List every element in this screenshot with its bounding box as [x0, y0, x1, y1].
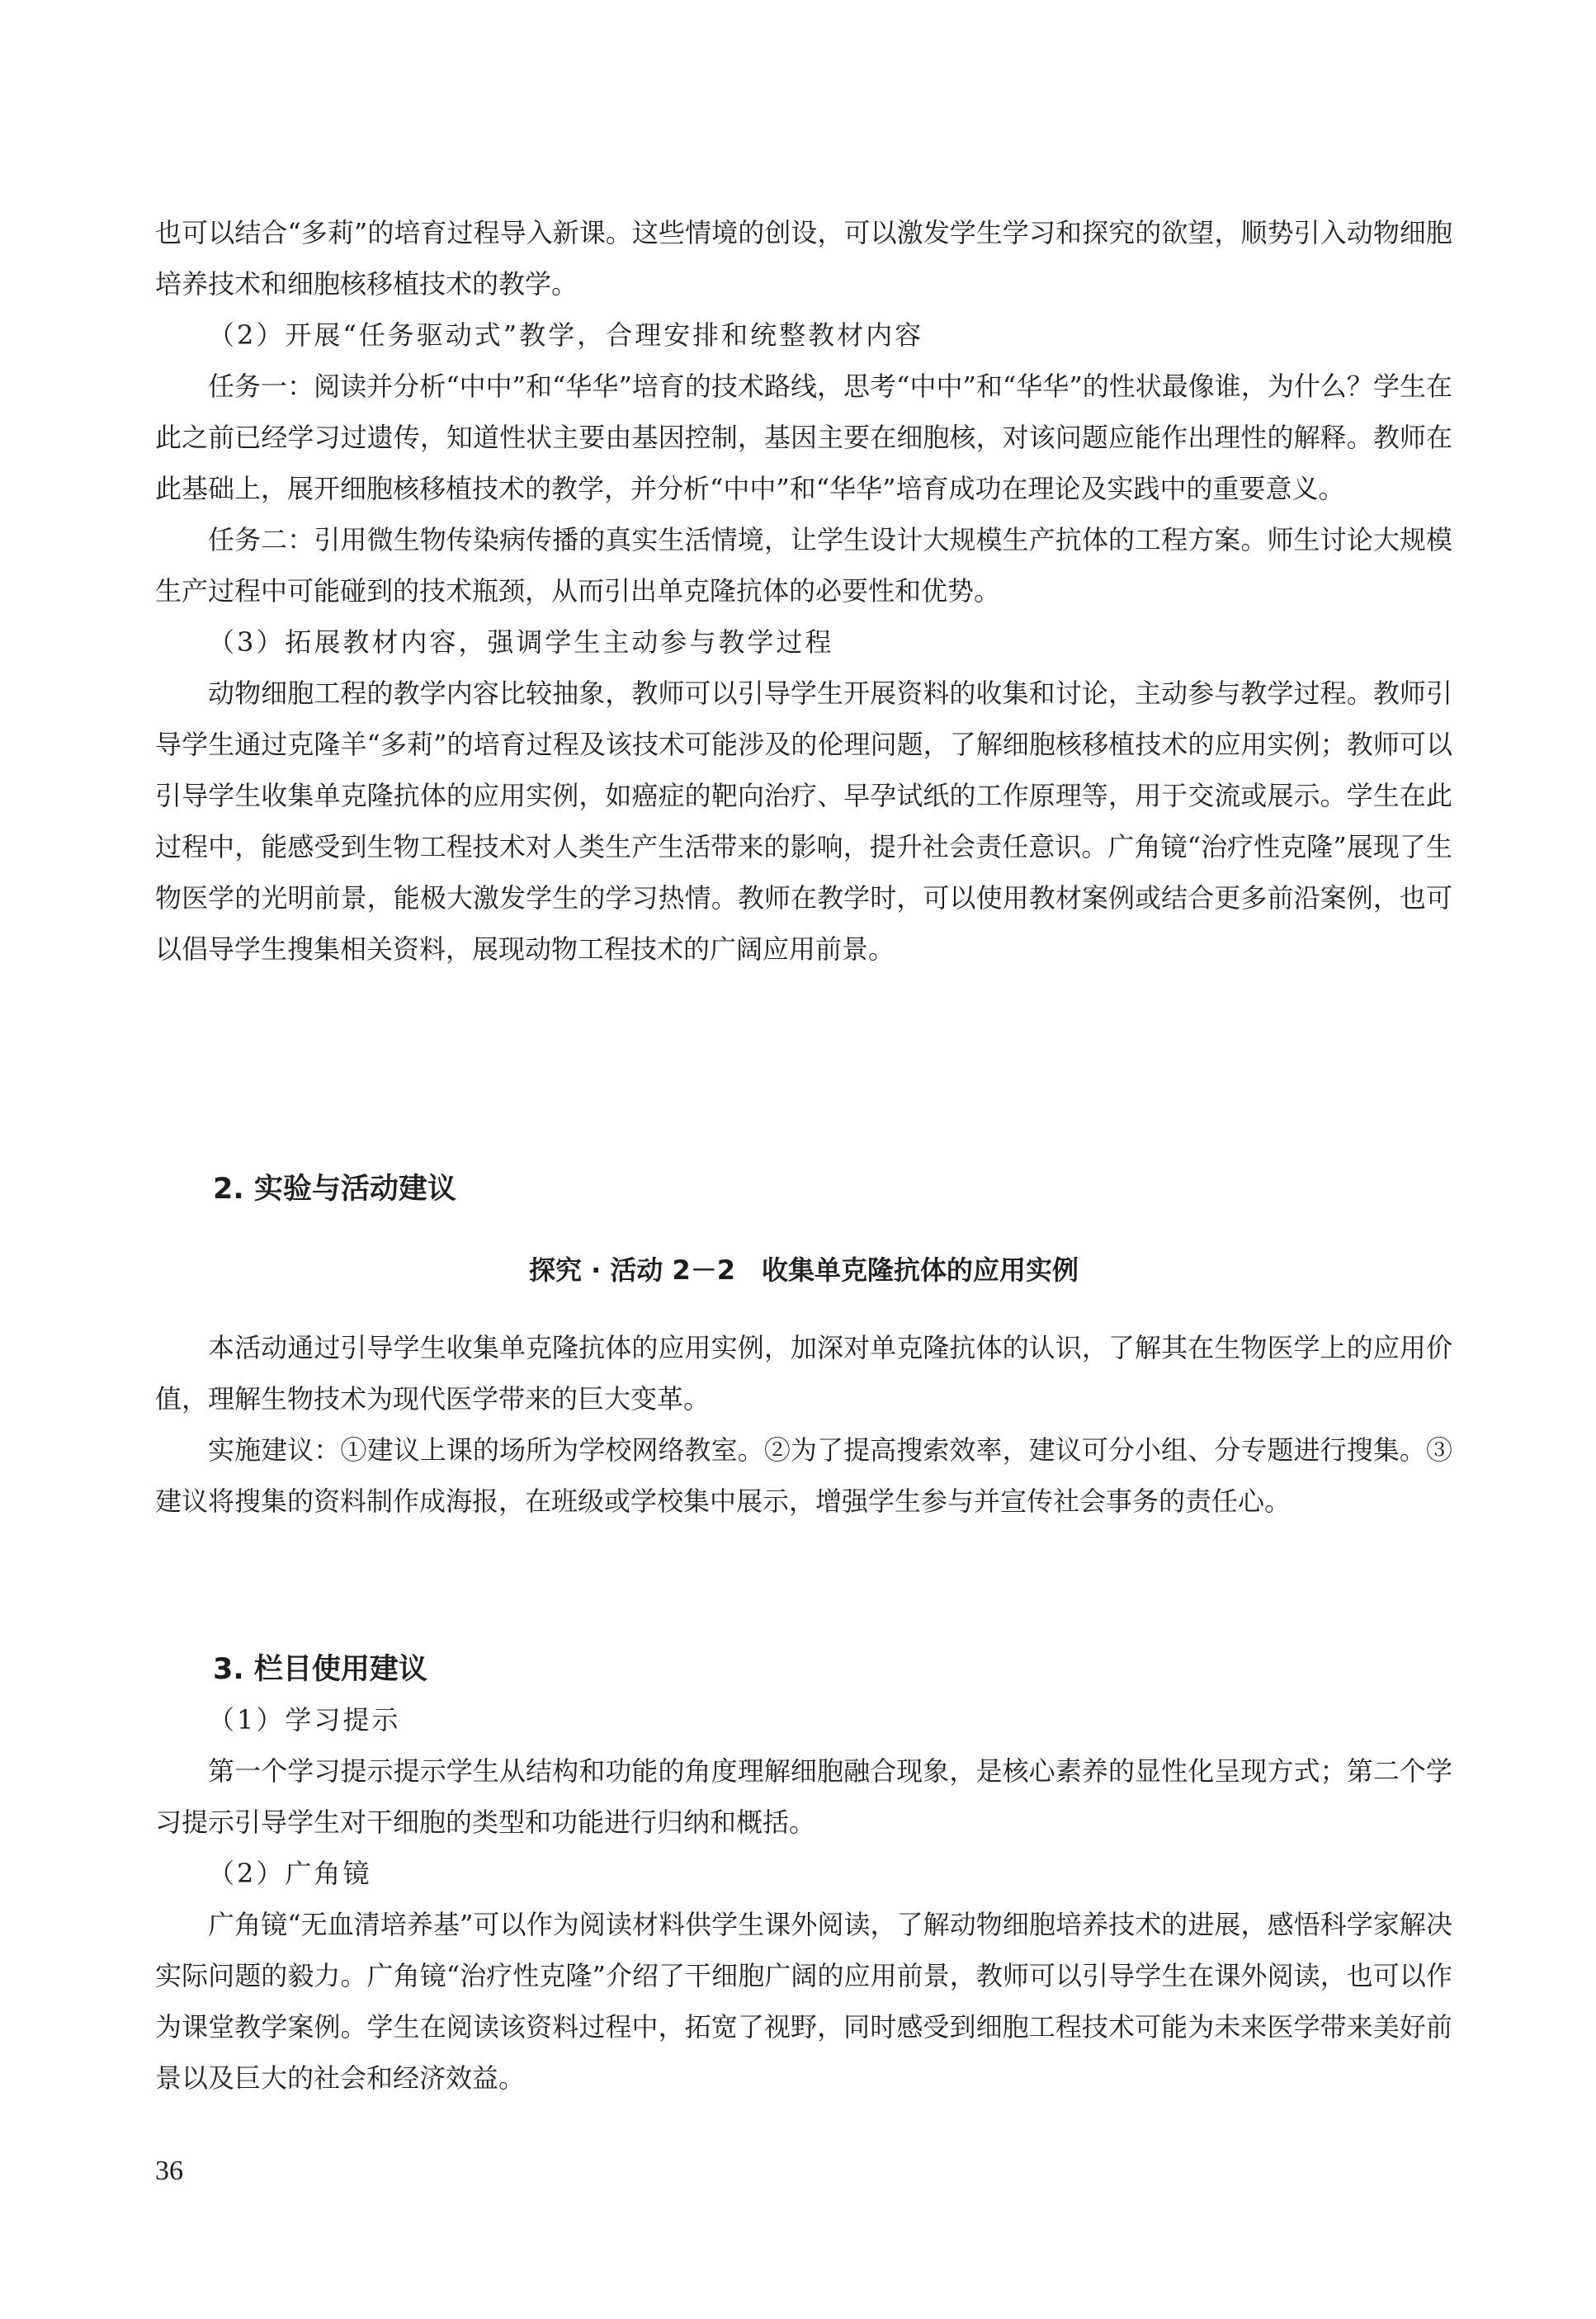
- page-number: 36: [155, 2156, 183, 2186]
- subheading-task-driven: （2）开展“任务驱动式”教学，合理安排和统整教材内容: [208, 319, 924, 351]
- column-usage-block: [155, 1694, 1452, 2104]
- task-two-paragraph: 任务二：引用微生物传染病传播的真实生活情境，让学生设计大规模生产抗体的工程方案。师生讨论大规模生产过程中可能碰到的技术瓶颈，从而引出单克隆抗体的必要性和优势。: [155, 524, 1452, 607]
- wide-angle-paragraph: 广角镜“无血清培养基”可以作为阅读材料供学生课外阅读，了解动物细胞培养技术的进展，感悟科学家解决实际问题的毅力。广角镜“治疗性克隆”介绍了干细胞广阔的应用前景，教师可以引导学生在课外阅读，也可以作为课堂教学案例。学生在阅读该资料过程中，拓宽了视野，同时感受到细胞工程技术可能为未来医学带来美好前景以及巨大的社会和经济效益。: [155, 1909, 1452, 2094]
- section-heading-column-usage: 3. 栏目使用建议: [213, 1653, 427, 1686]
- intro-paragraph-continuation: 也可以结合“多莉”的培育过程导入新课。这些情境的创设，可以激发学生学习和探究的欲望，顺势引入动物细胞培养技术和细胞核移植技术的教学。: [155, 217, 1452, 300]
- activity-block: [155, 1322, 1452, 1527]
- task-one-paragraph: 任务一：阅读并分析“中中”和“华华”培育的技术路线，思考“中中”和“华华”的性状最像谁，为什么？学生在此之前已经学习过遗传，知道性状主要由基因控制，基因主要在细胞核，对该问题应能作出理性的解释。教师在此基础上，展开细胞核移植技术的教学，并分析“中中”和“华华”培育成功在理论及实践中的重要意义。: [155, 371, 1452, 504]
- learning-tips-paragraph: 第一个学习提示提示学生从结构和功能的角度理解细胞融合现象，是核心素养的显性化呈现方式；第二个学习提示引导学生对干细胞的类型和功能进行归纳和概括。: [155, 1755, 1452, 1838]
- activity-description-paragraph: 本活动通过引导学生收集单克隆抗体的应用实例，加深对单克隆抗体的认识，了解其在生物医学上的应用价值，理解生物技术为现代医学带来的巨大变革。: [155, 1332, 1452, 1415]
- subheading-learning-tips: （1）学习提示: [208, 1704, 401, 1736]
- teaching-suggestions-block: [155, 207, 1452, 975]
- expand-content-paragraph: 动物细胞工程的教学内容比较抽象，教师可以引导学生开展资料的收集和讨论，主动参与教学过程。教师引导学生通过克隆羊“多莉”的培育过程及该技术可能涉及的伦理问题，了解细胞核移植技术的应用实例；教师可以引导学生收集单克隆抗体的应用实例，如癌症的靶向治疗、早孕试纸的工作原理等，用于交流或展示。学生在此过程中，能感受到生物工程技术对人类生产生活带来的影响，提升社会责任意识。广角镜“治疗性克隆”展现了生物医学的光明前景，能极大激发学生的学习热情。教师在教学时，可以使用教材案例或结合更多前沿案例，也可以倡导学生搜集相关资料，展现动物工程技术的广阔应用前景。: [155, 678, 1452, 965]
- subheading-expand-content: （3）拓展教材内容，强调学生主动参与教学过程: [208, 626, 834, 658]
- implementation-suggestions-paragraph: 实施建议：①建议上课的场所为学校网络教室。②为了提高搜索效率，建议可分小组、分专题进行搜集。③建议将搜集的资料制作成海报，在班级或学校集中展示，增强学生参与并宣传社会事务的责任心。: [155, 1434, 1452, 1517]
- subheading-wide-angle: （2）广角镜: [208, 1858, 372, 1889]
- activity-title: 探究 · 活动 2－2 收集单克隆抗体的应用实例: [528, 1254, 1079, 1286]
- section-heading-experiments: 2. 实验与活动建议: [213, 1173, 456, 1206]
